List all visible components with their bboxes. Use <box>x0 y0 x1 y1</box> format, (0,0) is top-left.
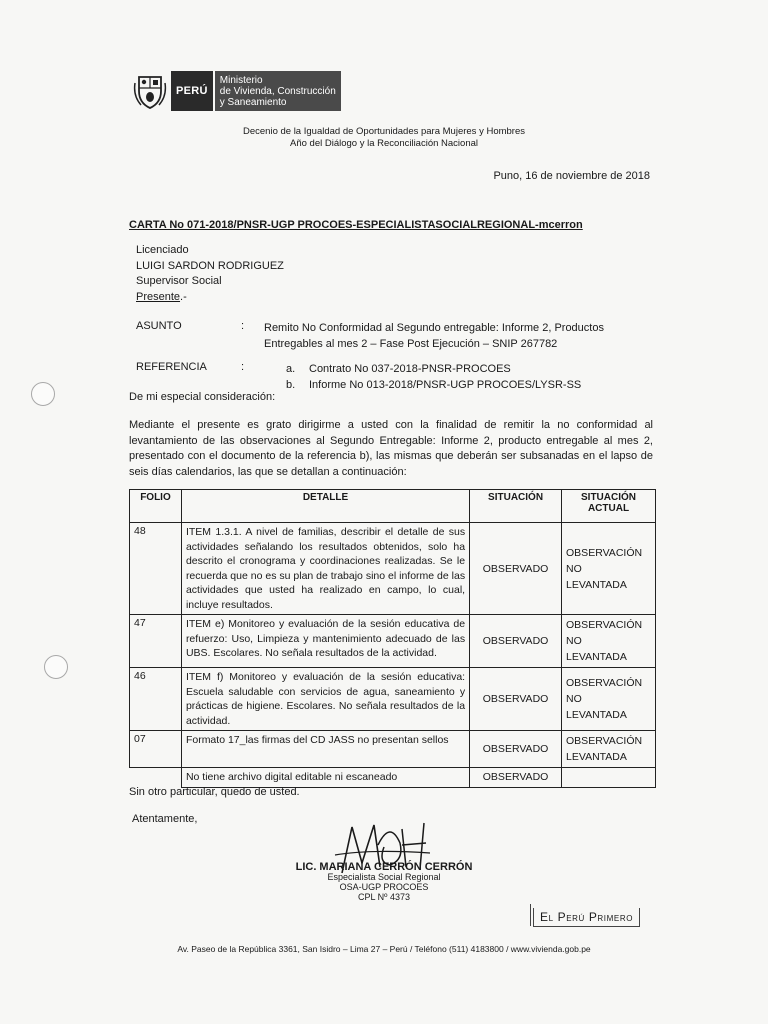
referencia-colon: : <box>241 361 245 373</box>
presente-suffix: .- <box>180 290 187 303</box>
signature-seal <box>284 862 484 902</box>
referencia-label: REFERENCIA <box>136 361 207 373</box>
punch-hole <box>44 655 68 679</box>
cell-situacion: OBSERVADO <box>470 768 562 788</box>
letter-reference-title: CARTA No 071-2018/PNSR-UGP PROCOES-ESPECIALISTASOCIALREGIONAL-mcerron <box>129 219 583 231</box>
cell-situacion: OBSERVADO <box>470 523 562 615</box>
actual-line: OBSERVACIÓN <box>566 677 643 689</box>
recipient-presente <box>136 290 284 306</box>
referencia-item <box>286 377 581 393</box>
cell-folio: 47 <box>130 615 182 668</box>
closing-line: Sin otro particular, quedo de usted. <box>129 786 300 798</box>
actual-line: NO <box>566 562 582 575</box>
ministry-line-2: de Vivienda, Construcción <box>219 85 336 97</box>
cell-folio <box>130 768 182 788</box>
cell-detalle: No tiene archivo digital editable ni escaneado <box>181 768 469 788</box>
actual-line: OBSERVACIÓN <box>566 735 643 747</box>
asunto-label: ASUNTO <box>136 320 182 332</box>
letterhead <box>133 71 341 111</box>
header-situacion: SITUACIÓN <box>470 490 562 523</box>
cell-situacion-actual <box>562 523 656 615</box>
ministry-line-1: Ministerio <box>219 74 263 86</box>
header-situacion-actual: SITUACIÓN ACTUAL <box>562 490 656 523</box>
body-paragraph: Mediante el presente es grato dirigirme a usted con la finalidad de remitir la no conformidad al levantamiento de las observaciones al Segundo Entregable: Informe 2, producto entregable al mes 2, presentado con el documento de la referencia b), las mismas que deberán ser subsanadas en el lapso de seis días calendarios, las que se detallan a continuación: <box>129 419 653 478</box>
cell-folio: 46 <box>130 668 182 731</box>
actual-line: LEVANTADA <box>566 709 627 721</box>
table-row <box>130 768 656 788</box>
ministry-line-3: y Saneamiento <box>219 96 287 108</box>
country-label: PERÚ <box>176 85 208 97</box>
cell-detalle: ITEM e) Monitoreo y evaluación de la sesión educativa de refuerzo: Uso, Limpieza y mantenimiento adecuado de las UBS. Escolares. No señala resultados de la actividad. <box>181 615 469 668</box>
referencia-item-letter: b. <box>286 379 296 391</box>
actual-line: OBSERVACIÓN <box>566 619 643 631</box>
observations-table <box>129 489 656 788</box>
decenio-line-2: Año del Diálogo y la Reconciliación Nacional <box>290 138 478 149</box>
decenio-line-1: Decenio de la Igualdad de Oportunidades para Mujeres y Hombres <box>243 126 525 137</box>
cell-folio: 48 <box>130 523 182 615</box>
greeting: De mi especial consideración: <box>129 391 276 403</box>
signer-cpl: CPL Nº 4373 <box>358 892 410 902</box>
asunto-text: Remito No Conformidad al Segundo entregable: Informe 2, Productos Entregables al mes 2 – Fase Post Ejecución – SNIP 267782 <box>264 322 604 350</box>
table-row <box>130 523 656 615</box>
presente-label: Presente <box>136 290 181 303</box>
cell-detalle: ITEM f) Monitoreo y evaluación de la sesión educativa: Escuela saludable con servicios de agua, saneamiento y prácticas de higiene. Escolares. No señala resultados de la actividad. <box>181 668 469 731</box>
signer-role: Especialista Social Regional <box>327 872 441 882</box>
actual-line: LEVANTADA <box>566 578 627 591</box>
cell-situacion-actual <box>562 615 656 668</box>
referencia-item <box>286 361 581 377</box>
letter-date: Puno, 16 de noviembre de 2018 <box>493 170 650 182</box>
recipient-role: Supervisor Social <box>136 275 222 287</box>
actual-line: NO <box>566 693 582 705</box>
coat-of-arms-icon <box>133 71 167 111</box>
recipient-block <box>136 243 284 305</box>
ministry-logo-box <box>215 71 341 111</box>
el-peru-primero-stamp: El Perú Primero <box>533 908 640 927</box>
referencia-item-text: Informe No 013-2018/PNSR-UGP PROCOES/LYSR-SS <box>309 379 582 391</box>
header-detalle: DETALLE <box>181 490 469 523</box>
cell-situacion-actual <box>562 668 656 731</box>
decenio-header <box>0 126 768 150</box>
peru-logo-box <box>171 71 213 111</box>
asunto-colon: : <box>241 320 245 332</box>
cell-situacion-actual <box>562 731 656 768</box>
atentamente-line: Atentamente, <box>132 813 198 825</box>
header-folio: FOLIO <box>130 490 182 523</box>
punch-hole <box>31 382 55 406</box>
footer-address: Av. Paseo de la República 3361, San Isidro – Lima 27 – Perú / Teléfono (511) 4183800 / www.vivienda.gob.pe <box>177 944 591 954</box>
cell-situacion: OBSERVADO <box>470 615 562 668</box>
cell-situacion: OBSERVADO <box>470 668 562 731</box>
actual-line: LEVANTADA <box>566 751 627 763</box>
signer-name: LIC. MARIANA CERRÓN CERRÓN <box>295 861 473 873</box>
actual-line: NO <box>566 635 582 647</box>
signer-org: OSA-UGP PROCOES <box>339 882 429 892</box>
table-row <box>130 731 656 768</box>
recipient-title: Licenciado <box>136 244 189 256</box>
table-row <box>130 668 656 731</box>
cell-detalle: Formato 17_las firmas del CD JASS no presentan sellos <box>181 731 469 768</box>
actual-line: OBSERVACIÓN <box>566 546 643 559</box>
recipient-name: LUIGI SARDON RODRIGUEZ <box>136 259 284 272</box>
cell-situacion-actual <box>562 768 656 788</box>
cell-folio: 07 <box>130 731 182 768</box>
cell-situacion: OBSERVADO <box>470 731 562 768</box>
table-row <box>130 615 656 668</box>
cell-detalle: ITEM 1.3.1. A nivel de familias, describir el detalle de sus actividades señalando los resultados obtenidos, solo ha descrito el cronograma y coordinaciones realizadas. Se le recuerda que no es su plan de trabajo sino el informe de las actividades que usted ha realizado en campo, lo cual, incluye resultados. <box>181 523 469 615</box>
actual-line: LEVANTADA <box>566 651 627 663</box>
referencia-item-letter: a. <box>286 363 296 375</box>
table-header-row <box>130 490 656 523</box>
referencia-list <box>286 361 581 393</box>
referencia-item-text: Contrato No 037-2018-PNSR-PROCOES <box>309 363 511 375</box>
